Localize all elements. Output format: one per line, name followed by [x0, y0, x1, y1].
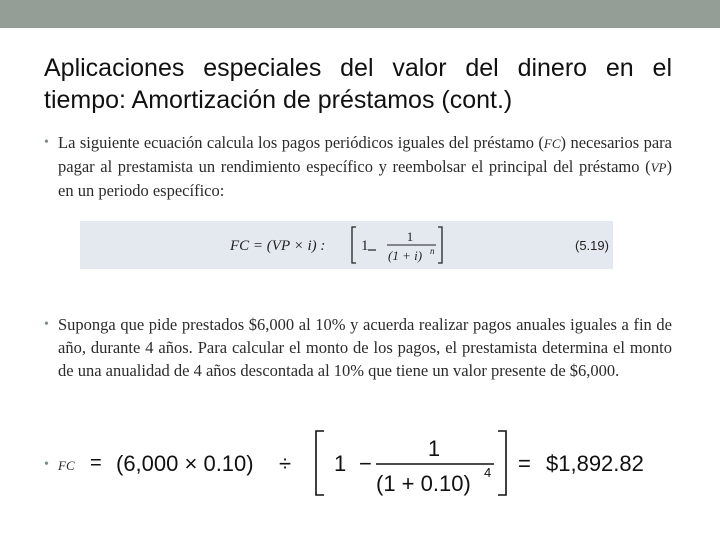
calc-denominator: (1 + 0.10) [376, 471, 471, 496]
formula-right-bracket [438, 227, 442, 263]
slide-title: Aplicaciones especiales del valor del dinero en el tiempo: Amortización de préstamos (cont.) [44, 54, 672, 114]
bullet1-text-1: La siguiente ecuación calcula los pagos periódicos iguales del préstamo ( [58, 133, 544, 152]
calc-equals: = [90, 452, 102, 474]
bullet-example: • Suponga que pide prestados $6,000 al 10% y acuerda realizar pagos anuales iguales a fin de año, durante 4 años. Para calcular el monto de los pagos, el prestamista determina el monto de una anualidad de 4 años descontada al 10% que tiene un valor presente de $6,000. [58, 313, 672, 382]
bullet-equation-intro [58, 131, 672, 202]
calc-numerator: 1 [427, 436, 441, 461]
bullet1-text-2: ) necesarios para pagar al prestamista un rendimiento específico y reembolsar el principal del préstamo ( [58, 133, 672, 176]
bullet3-fc: FC [58, 458, 75, 473]
calculation-svg [80, 425, 680, 500]
calc-right-bracket [498, 431, 506, 495]
formula-lhs: FC = (VP × i) : [230, 238, 326, 254]
formula-exponent: n [430, 246, 435, 256]
calc-result: $1,892.82 [546, 451, 644, 476]
formula-number: (5.19) [575, 238, 609, 253]
calc-left-bracket [316, 431, 324, 495]
calc-one: 1 [334, 451, 347, 476]
bullet1-vp: VP [650, 160, 667, 175]
formula-one: 1 [361, 238, 369, 254]
calculation-equation [80, 425, 680, 500]
formula-left-bracket [352, 227, 356, 263]
bullet1-text-3: ) en un periodo específico: [58, 157, 672, 200]
bullet1-fc: FC [543, 136, 561, 151]
formula-denominator: (1 + i) [388, 248, 423, 263]
formula-svg [80, 221, 613, 269]
calc-divide: ÷ [279, 451, 292, 476]
calc-result-equals: = [518, 451, 531, 476]
calc-exponent: 4 [484, 465, 492, 480]
formula-numerator: 1 [406, 229, 414, 244]
calc-product: (6,000 × 0.10) [116, 451, 254, 476]
calc-minus: − [359, 451, 372, 476]
top-band [0, 0, 720, 28]
formula-box [80, 221, 613, 269]
